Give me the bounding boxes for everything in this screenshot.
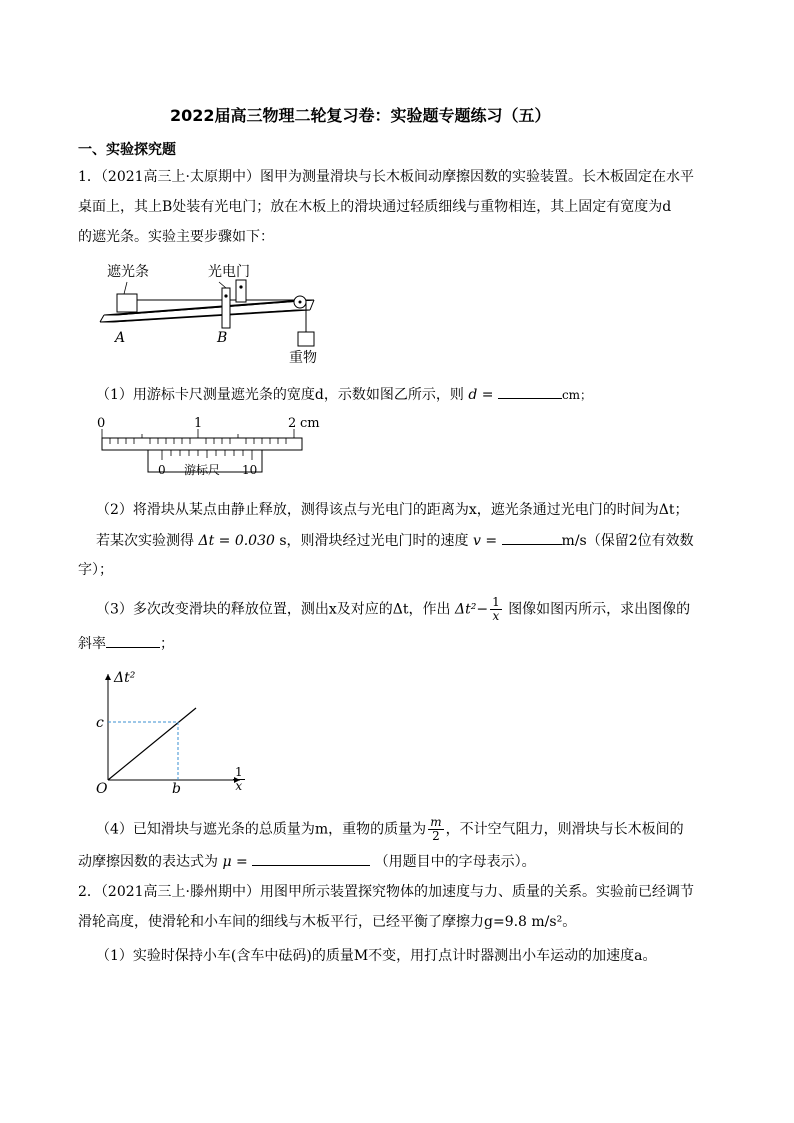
q1-part3-line2: 斜率 ；	[78, 633, 174, 654]
label-b: B	[217, 330, 228, 346]
answer-blank-mu[interactable]	[252, 851, 370, 866]
q2-line-1: 2．（2021高三上·滕州期中）用图甲所示装置探究物体的加速度与力、质量的关系。实验前已经调节	[78, 884, 694, 900]
vernier-10: 10	[242, 463, 258, 477]
q1-part2-line2: 若某次实验测得 Δt = 0.030 s，则滑块经过光电门时的速度 v = m/s（保留2位有效数	[96, 530, 694, 551]
graph-b: b	[172, 781, 181, 797]
graph-origin: O	[96, 781, 108, 797]
frac-1-over-x: $\frac{1}{x}$	[492, 595, 500, 623]
label-weight: 重物	[289, 350, 317, 366]
page-title: 2022届高三物理二轮复习卷：实验题专题练习（五）	[170, 106, 551, 125]
var-v: v =	[473, 533, 498, 549]
caliper-main-2: 2	[288, 416, 297, 431]
caliper-main-1: 1	[194, 416, 203, 431]
frac-m-over-2: $\frac{m}{2}$	[430, 815, 442, 843]
caliper-main-0: 0	[97, 416, 106, 431]
graph-y-label: Δt²	[114, 670, 136, 686]
q2-line-3: （1）实验时保持小车(含车中砝码)的质量M不变，用打点计时器测出小车运动的加速度a。	[96, 948, 657, 964]
answer-blank-d[interactable]	[498, 384, 562, 399]
var-d: d =	[468, 387, 494, 403]
q1-line-2: 桌面上，其上B处装有光电门；放在木板上的滑块通过轻质细线与重物相连，其上固定有宽度为d	[78, 199, 672, 215]
label-photogate: 光电门	[208, 264, 250, 280]
answer-blank-slope[interactable]	[106, 633, 160, 648]
graph-c: c	[96, 715, 104, 731]
label-shading-strip: 遮光条	[107, 264, 149, 280]
q1-part3-line1: （3）多次改变滑块的释放位置，测出x及对应的Δt，作出 Δt²− $\frac{1}{x}$ 图像如图丙所示，求出图像的	[96, 595, 691, 623]
q1-part2-line1: （2）将滑块从某点由静止释放，测得该点与光电门的距离为x，遮光条通过光电门的时间为Δt；	[96, 502, 689, 518]
q1-line-1: 1．（2021高三上·太原期中）图甲为测量滑块与长木板间动摩擦因数的实验装置。长木板固定在水平	[78, 169, 694, 185]
answer-blank-v[interactable]	[502, 530, 562, 545]
vernier-0: 0	[158, 463, 166, 477]
section-heading: 一、实验探究题	[78, 142, 176, 158]
q1-part2-line3: 字）；	[78, 562, 113, 578]
caliper-unit: cm	[300, 416, 320, 431]
q1-line-3: 的遮光条。实验主要步骤如下：	[78, 229, 274, 245]
vernier-label: 游标尺	[184, 463, 221, 477]
q1-part1: （1）用游标卡尺测量遮光条的宽度d，示数如图乙所示，则 d = cm；	[96, 384, 592, 405]
q1-part4-line2: 动摩擦因数的表达式为 μ = （用题目中的字母表示）。	[78, 851, 536, 872]
eq-dt: Δt = 0.030	[198, 533, 275, 549]
q2-line-2: 滑轮高度，使滑轮和小车间的细线与木板平行，已经平衡了摩擦力g=9.8 m/s²。	[78, 914, 577, 930]
var-mu: μ =	[222, 854, 248, 870]
graph-x-label: $\frac{1}{x}$	[235, 765, 243, 793]
label-a: A	[115, 330, 126, 346]
q1-part4-line1: （4）已知滑块与遮光条的总质量为m，重物的质量为 $\frac{m}{2}$ ，不计空气阻力，则滑块与长木板间的	[96, 815, 684, 843]
